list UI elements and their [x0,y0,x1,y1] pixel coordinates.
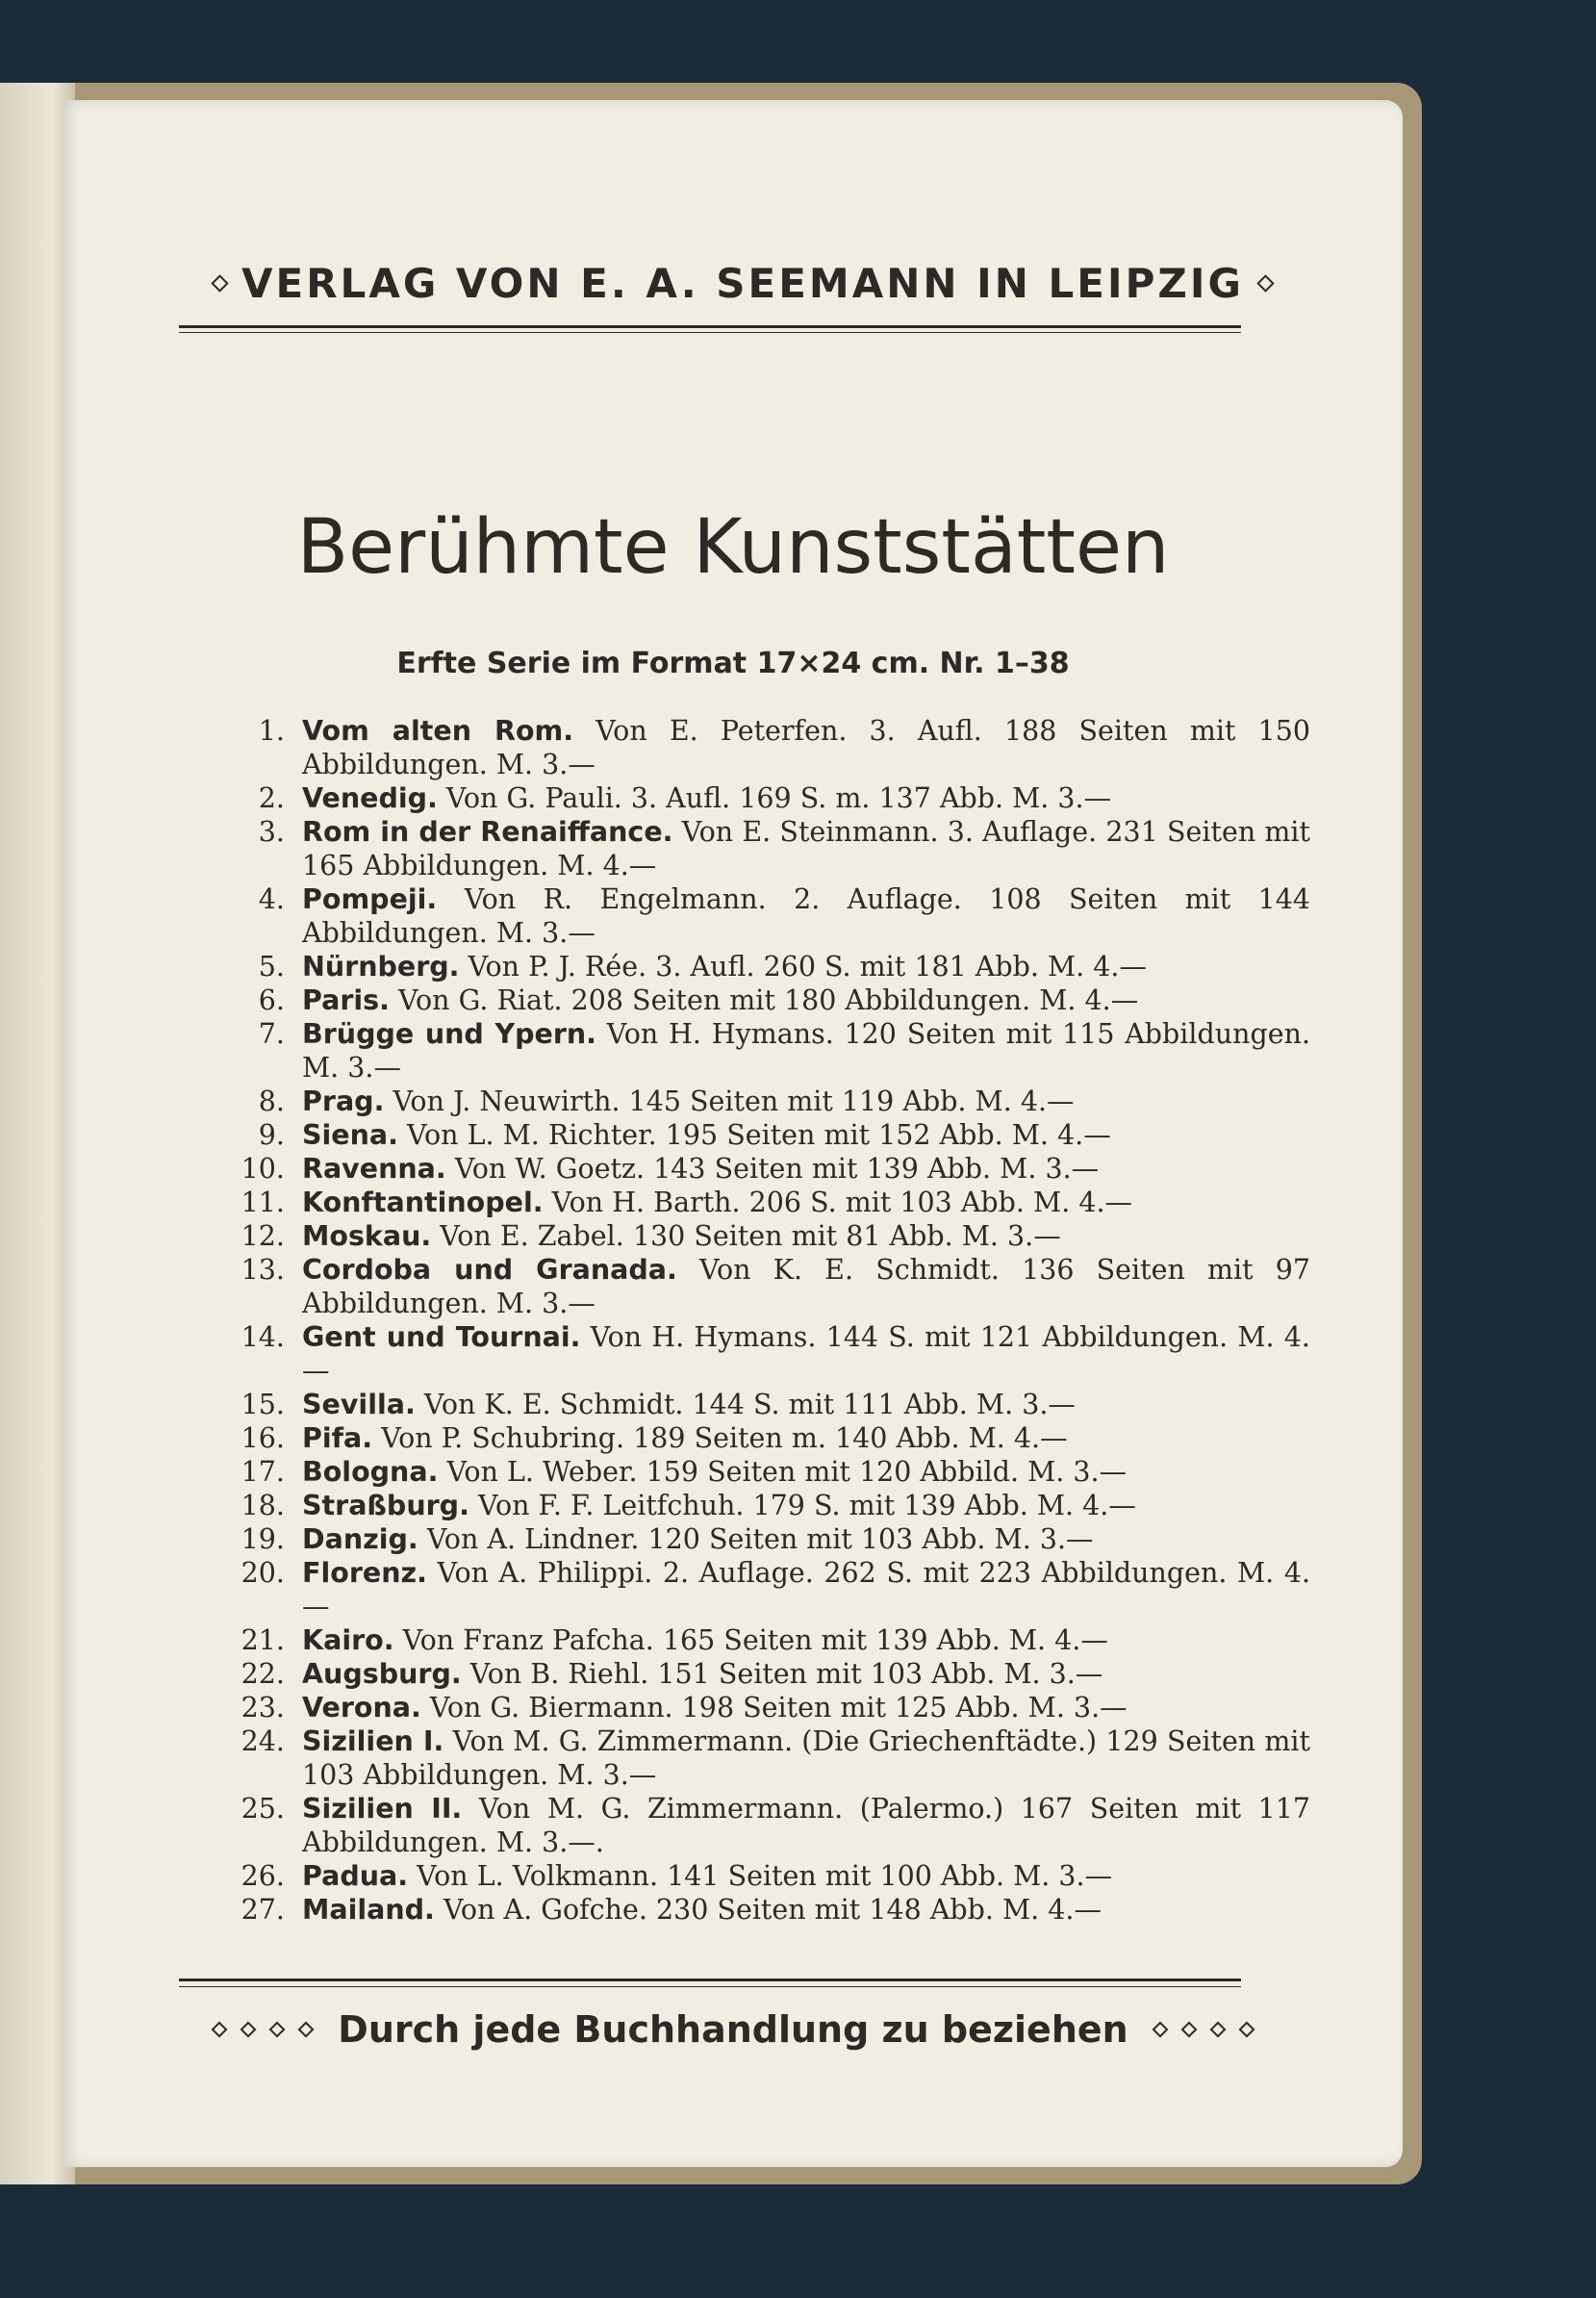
entry-text [302,714,1310,781]
entry-description: Von F. F. Leitfchuh. 179 S. mit 139 Abb. M. 4.— [477,1490,1136,1521]
footer-rule-thin [179,1986,1241,1987]
entry-description: Von A. Philippi. 2. Auflage. 262 S. mit 223 Abbildungen. M. 4.— [302,1557,1311,1622]
entry-text [302,1320,1310,1388]
diamond-ornament-icon [211,274,228,292]
list-item [179,1556,1310,1623]
entry-number: 14. [241,1321,285,1353]
entry-description: Von G. Pauli. 3. Aufl. 169 S. m. 137 Abb. M. 3.— [445,782,1112,814]
entry-description: Von K. E. Schmidt. 144 S. mit 111 Abb. M. 3.— [423,1389,1076,1420]
diamond-ornament-icon [1209,2022,1226,2038]
entry-description: Von A. Gofche. 230 Seiten mit 148 Abb. M. 4.— [443,1894,1102,1926]
diamond-ornament-icon [1152,2022,1168,2038]
entry-number: 8. [258,1085,285,1117]
entry-number: 26. [241,1860,285,1892]
entry-text [302,1017,1310,1085]
entry-text [302,1421,1310,1455]
entry-description: Von M. G. Zimmermann. (Palermo.) 167 Seiten mit 117 Abbildungen. M. 3.—. [302,1793,1310,1858]
book-page [63,100,1403,2167]
diamond-ornament-icon [212,2022,228,2038]
entry-text [302,1859,1310,1893]
list-item [179,1455,1310,1489]
entry-description: Von L. Weber. 159 Seiten mit 120 Abbild. M. 3.— [446,1456,1127,1488]
entry-description: Von L. M. Richter. 195 Seiten mit 152 Abb. M. 4.— [407,1119,1111,1151]
list-item [179,1320,1310,1388]
entry-text [302,1085,1310,1118]
entry-text [302,1724,1310,1792]
entry-text [302,1388,1310,1421]
entry-title: Bologna. [302,1456,439,1488]
entry-description: Von G. Riat. 208 Seiten mit 180 Abbildungen. M. 4.— [398,984,1139,1016]
list-item [179,1388,1310,1421]
entry-title: Siena. [302,1119,398,1151]
entry-text [302,815,1310,882]
list-item [179,1421,1310,1455]
entry-text [302,1219,1310,1253]
list-item [179,1724,1310,1792]
list-item [179,882,1310,950]
entry-title: Ravenna. [302,1153,446,1185]
entry-title: Konftantinopel. [302,1187,544,1218]
entry-description: Von M. G. Zimmermann. (Die Griechenftädte.) 129 Seiten mit 103 Abbildungen. M. 3.— [302,1725,1310,1791]
entry-description: Von L. Volkmann. 141 Seiten mit 100 Abb. M. 3.— [417,1860,1113,1892]
entry-number: 22. [241,1658,285,1690]
entry-number: 16. [241,1422,285,1454]
entry-text [302,1893,1310,1927]
entry-title: Danzig. [302,1523,418,1555]
list-item [179,1186,1310,1219]
entry-number: 2. [258,782,285,814]
diamond-ornament-icon [241,2022,257,2038]
entry-text [302,1455,1310,1489]
entry-number: 6. [258,984,285,1016]
entry-title: Prag. [302,1085,385,1117]
list-item [179,1017,1310,1085]
list-item [179,1118,1310,1152]
entry-title: Straßburg. [302,1490,469,1521]
entry-description: Von E. Steinmann. 3. Auflage. 231 Seiten mit 165 Abbildungen. M. 4.— [302,816,1310,881]
entry-title: Cordoba und Granada. [302,1254,677,1286]
entry-text [302,1691,1310,1724]
footer-rule-thick [179,1979,1241,1981]
entry-number: 23. [241,1692,285,1724]
entry-text [302,1118,1310,1152]
entry-title: Brügge und Ypern. [302,1018,597,1050]
entry-number: 20. [241,1557,285,1589]
entry-number: 4. [258,883,285,915]
entry-description: Von P. J. Rée. 3. Aufl. 260 S. mit 181 Abb. M. 4.— [468,951,1147,983]
list-item [179,1691,1310,1724]
entry-number: 11. [241,1187,285,1218]
list-item [179,1085,1310,1118]
entry-text [302,1253,1310,1320]
entry-description: Von H. Barth. 206 S. mit 103 Abb. M. 4.— [551,1187,1133,1218]
entry-text [302,1152,1310,1186]
diamond-ornament-icon [298,2022,315,2038]
header-rule-thin [179,332,1241,333]
footer-note [63,2008,1403,2051]
entry-text [302,882,1310,950]
entry-title: Florenz. [302,1557,427,1589]
list-item [179,1792,1310,1859]
entry-description: Von H. Hymans. 144 S. mit 121 Abbildungen. M. 4.— [302,1321,1310,1387]
list-item [179,1859,1310,1893]
list-item [179,815,1310,882]
entry-number: 27. [241,1894,285,1926]
list-item [179,781,1310,815]
entry-number: 21. [241,1624,285,1656]
entry-description: Von W. Goetz. 143 Seiten mit 139 Abb. M. 3.— [454,1153,1100,1185]
entry-title: Pompeji. [302,883,438,915]
diamond-ornament-icon [1238,2022,1254,2038]
entry-number: 7. [258,1018,285,1050]
entry-description: Von J. Neuwirth. 145 Seiten mit 119 Abb. M. 4.— [393,1085,1075,1117]
entry-text [302,1556,1310,1623]
entry-title: Mailand. [302,1894,435,1926]
entry-text [302,1522,1310,1556]
list-item [179,1522,1310,1556]
entry-description: Von H. Hymans. 120 Seiten mit 115 Abbildungen. M. 3.— [302,1018,1311,1084]
list-item [179,1489,1310,1522]
entry-description: Von P. Schubring. 189 Seiten m. 140 Abb. M. 4.— [381,1422,1068,1454]
entry-title: Vom alten Rom. [302,715,574,747]
entry-description: Von B. Riehl. 151 Seiten mit 103 Abb. M. 3.— [469,1658,1103,1690]
entry-title: Augsburg. [302,1658,462,1690]
entry-title: Gent und Tournai. [302,1321,581,1353]
entry-title: Moskau. [302,1220,432,1252]
entry-description: Von G. Biermann. 198 Seiten mit 125 Abb. M. 3.— [429,1692,1127,1724]
entry-number: 12. [241,1220,285,1252]
entry-number: 3. [258,816,285,848]
page-title: Berühmte Kunststätten [296,504,1170,591]
entry-number: 24. [241,1725,285,1757]
entry-number: 5. [258,951,285,983]
diamond-ornament-icon [1180,2022,1197,2038]
list-item [179,714,1310,781]
entry-number: 15. [241,1389,285,1420]
entry-number: 17. [241,1456,285,1488]
book-list [179,714,1310,1927]
entry-text [302,1489,1310,1522]
entry-text [302,1186,1310,1219]
list-item [179,1657,1310,1691]
entry-number: 9. [258,1119,285,1151]
entry-text [302,983,1310,1017]
series-subtitle: Erfte Serie im Format 17×24 cm. Nr. 1–38 [396,647,1070,680]
list-item [179,1253,1310,1320]
list-item [179,1152,1310,1186]
footer-text: Durch jede Buchhandlung zu beziehen [338,2008,1128,2051]
entry-description: Von E. Peterfen. 3. Aufl. 188 Seiten mit 150 Abbildungen. M. 3.— [302,715,1310,780]
entry-number: 10. [241,1153,285,1185]
entry-number: 13. [241,1254,285,1286]
entry-text [302,781,1310,815]
entry-description: Von R. Engelmann. 2. Auflage. 108 Seiten mit 144 Abbildungen. M. 3.— [302,883,1311,949]
entry-text [302,1623,1310,1657]
list-item [179,950,1310,983]
entry-title: Pifa. [302,1422,373,1454]
entry-title: Sizilien II. [302,1793,463,1825]
entry-description: Von K. E. Schmidt. 136 Seiten mit 97 Abbildungen. M. 3.— [302,1254,1311,1319]
list-item [179,1219,1310,1253]
entry-number: 19. [241,1523,285,1555]
diamond-ornament-icon [1256,274,1274,292]
entry-title: Nürnberg. [302,951,460,983]
header-rule-thick [179,325,1241,328]
entry-text [302,1792,1310,1859]
publisher-name: VERLAG VON E. A. SEEMANN IN LEIPZIG [241,260,1244,307]
entry-number: 18. [241,1490,285,1521]
entry-description: Von Franz Pafcha. 165 Seiten mit 139 Abb. M. 4.— [402,1624,1108,1656]
list-item [179,983,1310,1017]
entry-title: Rom in der Renaiffance. [302,816,673,848]
entry-title: Venedig. [302,782,438,814]
publisher-header [169,260,1316,307]
entry-title: Verona. [302,1692,421,1724]
entry-description: Von A. Lindner. 120 Seiten mit 103 Abb. M. 3.— [426,1523,1094,1555]
entry-title: Padua. [302,1860,409,1892]
entry-number: 25. [241,1793,285,1825]
list-item [179,1893,1310,1927]
entry-title: Kairo. [302,1624,394,1656]
entry-title: Sizilien I. [302,1725,444,1757]
entry-text [302,950,1310,983]
entry-description: Von E. Zabel. 130 Seiten mit 81 Abb. M. 3.— [440,1220,1061,1252]
entry-title: Sevilla. [302,1389,416,1420]
diamond-ornament-icon [269,2022,286,2038]
entry-title: Paris. [302,984,390,1016]
entry-number: 1. [258,715,285,747]
list-item [179,1623,1310,1657]
entry-text [302,1657,1310,1691]
